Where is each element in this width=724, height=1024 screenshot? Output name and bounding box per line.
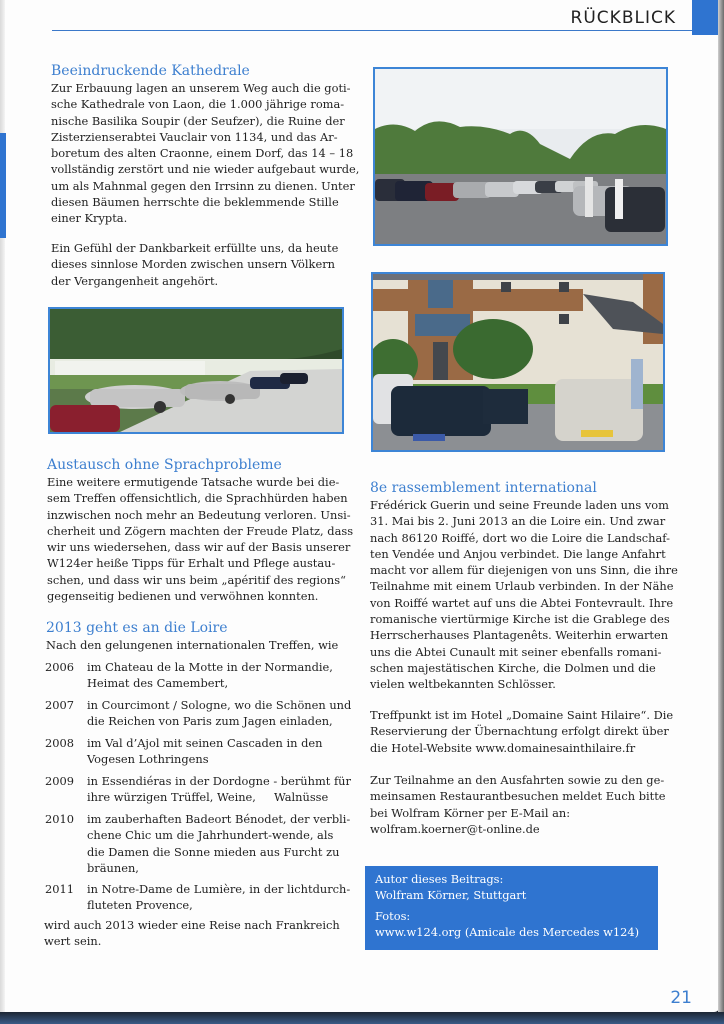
photo-image	[50, 309, 342, 432]
year-label: 2006	[45, 660, 74, 674]
year-text	[87, 735, 322, 768]
year-label: 2008	[45, 736, 74, 750]
text-line: romanische viertürmige Kirche ist die Grablege des	[370, 612, 670, 627]
text-line: W124er heiße Tipps für Erhalt und Pflege austau-	[47, 556, 336, 571]
paragraph-austausch	[47, 474, 353, 604]
loire-outro	[44, 917, 340, 950]
text-line: Teilnahme mit einem Urlaub verbinden. In der Nähe	[370, 579, 674, 594]
photo-hotel-cars	[371, 272, 665, 452]
page-number: 21	[670, 988, 692, 1008]
paragraph-treffpunkt	[370, 707, 673, 756]
text-line: Zur Erbauung lagen an unserem Weg auch die goti-	[51, 81, 351, 95]
text-line: 31. Mai bis 2. Juni 2013 an die Loire ein. Und zwar	[370, 514, 666, 529]
text-line: Zur Teilnahme an den Ausfahrten sowie zu den ge-	[370, 773, 665, 787]
paragraph-dankbarkeit	[51, 240, 338, 289]
text-line: der Vergangenheit angehört.	[51, 273, 219, 288]
text-line: von Roiffé wartet auf uns die Abtei Fontevrault. Ihre	[370, 595, 674, 610]
heading-austausch: Austausch ohne Sprachprobleme	[47, 457, 282, 473]
text-line: boretum des alten Craonne, einem Dorf, das 14 – 18	[51, 146, 354, 161]
text-line: gegenseitig bedienen und verwöhnen konnten.	[47, 589, 319, 604]
text-line: um als Mahnmal gegen den Irrsinn zu dienen. Unter	[51, 178, 355, 193]
paragraph-kathedrale	[51, 80, 359, 227]
heading-kathedrale: Beeindruckende Kathedrale	[51, 63, 250, 79]
text-line: Herrscherhauses Plantagenêts. Weiterhin erwarten	[370, 628, 669, 643]
page-spine-edge	[718, 0, 724, 1024]
text-line: schen majestätischen Kirche, die Dolmen und die	[370, 660, 656, 675]
text-line: wird auch 2013 wieder eine Reise nach Frankreich	[44, 918, 340, 932]
year-text	[87, 697, 351, 730]
text-line: chene Chic um die Jahrhundert-wende, als	[87, 828, 334, 843]
text-line: ihre würzigen Trüffel, Weine, Walnüsse	[87, 790, 329, 805]
text-line: Treffpunkt ist im Hotel „Domaine Saint Hilaire“. Die	[370, 708, 674, 722]
text-line: im zauberhaften Badeort Bénodet, der verbli-	[87, 812, 351, 826]
heading-rassemblement: 8e rassemblement international	[370, 480, 597, 496]
year-text	[87, 811, 350, 876]
paragraph-teilnahme	[370, 772, 666, 837]
header-divider	[52, 30, 692, 31]
year-label: 2007	[45, 698, 74, 712]
photo-image	[375, 69, 666, 244]
text-line: Heimat des Camembert,	[87, 676, 229, 691]
loire-intro: Nach den gelungenen internationalen Treffen, wie	[46, 638, 339, 652]
text-line: in Notre-Dame de Lumière, in der lichtdurch-	[87, 882, 351, 896]
author-name: Wolfram Körner, Stuttgart	[375, 888, 527, 902]
text-line: die Reichen von Paris zum Jagen einladen,	[87, 714, 333, 729]
text-line: Zisterzienserabtei Vauclair von 1134, und das Ar-	[51, 129, 338, 144]
text-line: in Essendiéras in der Dordogne - berühmt für	[87, 774, 351, 788]
year-label: 2011	[45, 882, 74, 896]
scan-bottom-edge	[0, 1012, 724, 1024]
text-line: uns die Abtei Cunault mit seiner ebenfalls romani-	[370, 644, 662, 659]
text-line: diesen Bäumen herrschte die beklemmende Stille	[51, 195, 339, 210]
text-line: einer Krypta.	[51, 211, 128, 226]
author-label: Autor dieses Beitrags:	[375, 872, 504, 886]
heading-loire: 2013 geht es an die Loire	[46, 620, 228, 636]
text-line: Ein Gefühl der Dankbarkeit erfüllte uns, da heute	[51, 241, 339, 255]
text-line: Vogesen Lothringens	[87, 752, 209, 767]
author-info-box	[365, 866, 658, 950]
text-line: meinsamen Restaurantbesuchen meldet Euch bitte	[370, 789, 666, 804]
year-text	[87, 773, 351, 806]
text-line: nach 86120 Roiffé, dort wo die Loire die Landschaf-	[370, 530, 670, 545]
text-line: sem Treffen offensichtlich, die Sprachhürden haben	[47, 491, 348, 506]
text-line: nische Basilika Soupir (der Seufzer), die Ruine der	[51, 113, 345, 128]
year-text	[87, 881, 350, 914]
text-line: vollständig zerstört und nie wieder aufgebaut wurde,	[51, 162, 360, 177]
text-line: sche Kathedrale von Laon, die 1.000 jährige roma-	[51, 97, 345, 112]
text-line: dieses sinnlose Morden zwischen unsern Völkern	[51, 257, 335, 272]
year-label: 2009	[45, 774, 74, 788]
year-label: 2010	[45, 812, 74, 826]
text-line: wir uns wiedersehen, dass wir auf der Basis unserer	[47, 540, 351, 555]
text-line: im Val d’Ajol mit seinen Cascaden in den	[87, 736, 323, 750]
header-color-tab	[692, 0, 720, 35]
text-line: schen, und dass wir uns beim „apéritif des regions“	[47, 572, 346, 587]
text-line: die Hotel-Website www.domainesainthilaire.fr	[370, 740, 636, 755]
text-line: ten Vendée und Anjou verbindet. Die lange Anfahrt	[370, 546, 666, 561]
year-text	[87, 659, 333, 692]
photos-credit: www.w124.org (Amicale des Mercedes w124)	[375, 925, 640, 939]
photo-convertibles-cemetery	[48, 307, 344, 434]
text-line: wert sein.	[44, 934, 102, 949]
text-line: bei Wolfram Körner per E-Mail an:	[370, 805, 571, 820]
section-title: RÜCKBLICK	[570, 8, 676, 28]
photos-label: Fotos:	[375, 909, 411, 923]
text-line: Frédérick Guerin und seine Freunde laden uns vom	[370, 498, 669, 512]
text-line: im Chateau de la Motte in der Normandie,	[87, 660, 333, 674]
paragraph-rassemblement	[370, 497, 678, 693]
photo-parking-lot	[373, 67, 668, 246]
text-line: Eine weitere ermutigende Tatsache wurde bei die-	[47, 475, 340, 489]
text-line: in Courcimont / Sologne, wo die Schönen und	[87, 698, 352, 712]
side-tab-marker	[0, 133, 6, 238]
text-line: cherheit und Zögern machten der Freude Platz, dass	[47, 523, 354, 538]
email-link[interactable]: wolfram.koerner@t-online.de	[370, 821, 540, 836]
photo-image	[373, 274, 663, 450]
text-line: macht vor allem für diejenigen von uns Sinn, die ihre	[370, 563, 678, 578]
text-line: fluteten Provence,	[87, 898, 193, 913]
text-line: Reservierung der Übernachtung erfolgt direkt über	[370, 724, 669, 739]
text-line: die Damen die Sonne mieden aus Furcht zu	[87, 844, 340, 859]
text-line: inzwischen noch mehr an Bedeutung verloren. Unsi-	[47, 507, 351, 522]
text-line: vielen weltbekannten Schlösser.	[370, 677, 556, 692]
text-line: bräunen,	[87, 860, 139, 875]
